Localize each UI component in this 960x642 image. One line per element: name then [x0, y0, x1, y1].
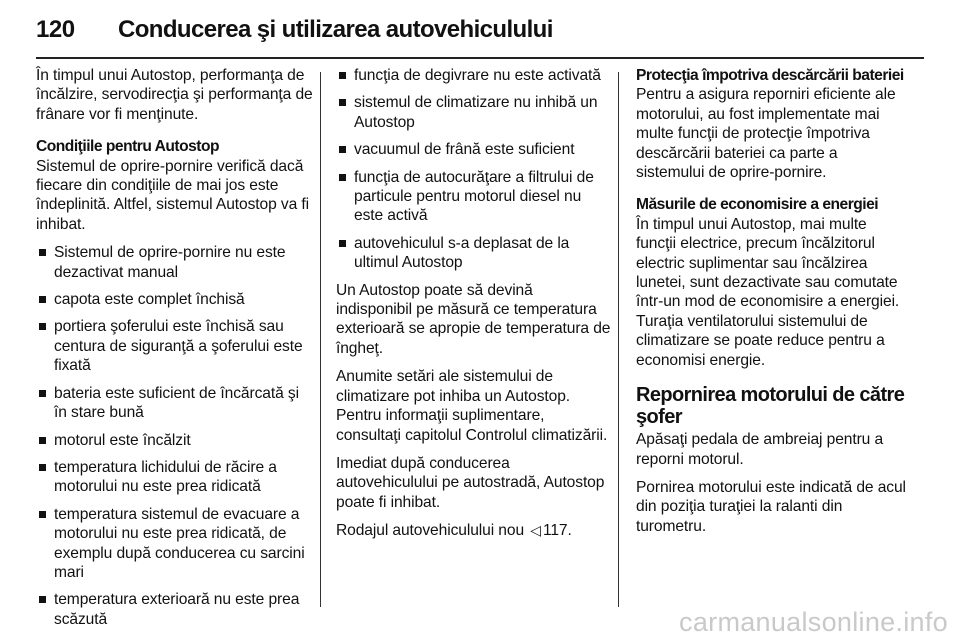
page-reference-icon: ◁ — [530, 522, 541, 539]
page-title: Conducerea şi utilizarea autovehiculului — [118, 16, 553, 43]
freezing-paragraph: Un Autostop poate să devină indisponibil pe măsură ce temperatura exterioară se apropie de temperatura de îngheţ. — [336, 281, 611, 357]
battery-protection-heading: Protecţia împotriva descărcării bateriei — [636, 67, 904, 84]
list-item: sistemul de climatizare nu inhibă un Autostop — [336, 93, 612, 132]
watermark: carmanualsonline.info — [679, 607, 948, 637]
list-item: funcţia de degivrare nu este activată — [336, 66, 612, 85]
column-divider-2 — [618, 72, 619, 607]
intro-paragraph: În timpul unui Autostop, performanţa de încălzire, servodirecţia şi performanţa de frânare vor fi menţinute. — [36, 67, 313, 123]
column-1 — [36, 66, 314, 637]
battery-protection-paragraph: Pentru a asigura reporniri eficiente ale motorului, au fost implementate mai multe funcţii de protecţie împotriva descărcării bateriei ca parte a sistemului de oprire-pornire. — [636, 86, 896, 182]
page-header — [36, 10, 924, 50]
column-3 — [636, 66, 908, 545]
list-item: portiera şoferului este închisă sau centura de siguranţă a şoferului este fixată — [36, 317, 314, 375]
bullet-icon — [39, 296, 46, 303]
break-in-page-link[interactable]: 117. — [542, 522, 572, 540]
header-rule — [36, 57, 924, 59]
conditions-paragraph: Sistemul de oprire-pornire verifică dacă fiecare din condiţiile de mai jos este îndeplinită. Altfel, sistemul Autostop va fi inhibat. — [36, 157, 309, 233]
bullet-icon — [39, 437, 46, 444]
bullet-icon — [339, 240, 346, 247]
list-item: temperatura exterioară nu este prea scăzută — [36, 590, 314, 629]
energy-saving-heading: Măsurile de economisire a energiei — [636, 196, 879, 214]
bullet-icon — [39, 511, 46, 518]
bullet-icon — [39, 464, 46, 471]
list-item: autovehiculul s-a deplasat de la ultimul Autostop — [336, 234, 612, 273]
bullet-icon — [339, 146, 346, 153]
list-item: motorul este încălzit — [36, 431, 314, 450]
column-divider-1 — [320, 72, 321, 607]
highway-paragraph: Imediat după conducerea autovehiculului pe autostradă, Autostop poate fi inhibat. — [336, 454, 605, 511]
list-item: Sistemul de oprire-pornire nu este dezactivat manual — [36, 243, 314, 282]
restart-section-heading: Repornirea motorului de către şofer — [636, 384, 905, 429]
energy-saving-paragraph: În timpul unui Autostop, mai multe funcţii electrice, precum încălzitorul electric suplimentar sau încălzirea lunetei, sunt dezactivate sau comutate într-un mod de economisire a energiei. Turaţia ventilatorului sistemului de climatizare se poate reduce pentru a economisi energie. — [636, 215, 900, 369]
break-in-paragraph — [336, 521, 612, 540]
bullet-icon — [39, 249, 46, 256]
bullet-icon — [39, 323, 46, 330]
bullet-icon — [339, 72, 346, 79]
break-in-text: Rodajul autovehiculului nou — [336, 522, 525, 540]
conditions-heading: Condiţiile pentru Autostop — [36, 138, 220, 156]
bullet-icon — [339, 99, 346, 106]
list-item: bateria este suficient de încărcată şi în stare bună — [36, 384, 314, 423]
list-item: temperatura sistemul de evacuare a motorului nu este prea ridicată, de exemplu după conducerea cu sarcini mari — [36, 505, 314, 583]
list-item: capota este complet închisă — [36, 290, 314, 309]
conditions-list-continued — [336, 66, 612, 273]
page-number: 120 — [36, 16, 75, 43]
bullet-icon — [39, 390, 46, 397]
bullet-icon — [39, 596, 46, 603]
list-item: temperatura lichidului de răcire a motorului nu este prea ridicată — [36, 458, 314, 497]
bullet-icon — [339, 174, 346, 181]
restart-indication-paragraph: Pornirea motorului este indicată de acul din poziţia turaţiei la ralanti din turometru. — [636, 478, 906, 535]
list-item: vacuumul de frână este suficient — [336, 140, 612, 159]
climate-paragraph: Anumite setări ale sistemului de climatizare pot inhiba un Autostop. Pentru informaţii suplimentare, consultaţi capitolul Controlul climatizării. — [336, 368, 608, 444]
restart-paragraph: Apăsaţi pedala de ambreiaj pentru a reporni motorul. — [636, 431, 884, 468]
conditions-list — [36, 243, 314, 629]
list-item: funcţia de autocurăţare a filtrului de particule pentru motorul diesel nu este activă — [336, 168, 612, 226]
column-2 — [336, 66, 612, 550]
